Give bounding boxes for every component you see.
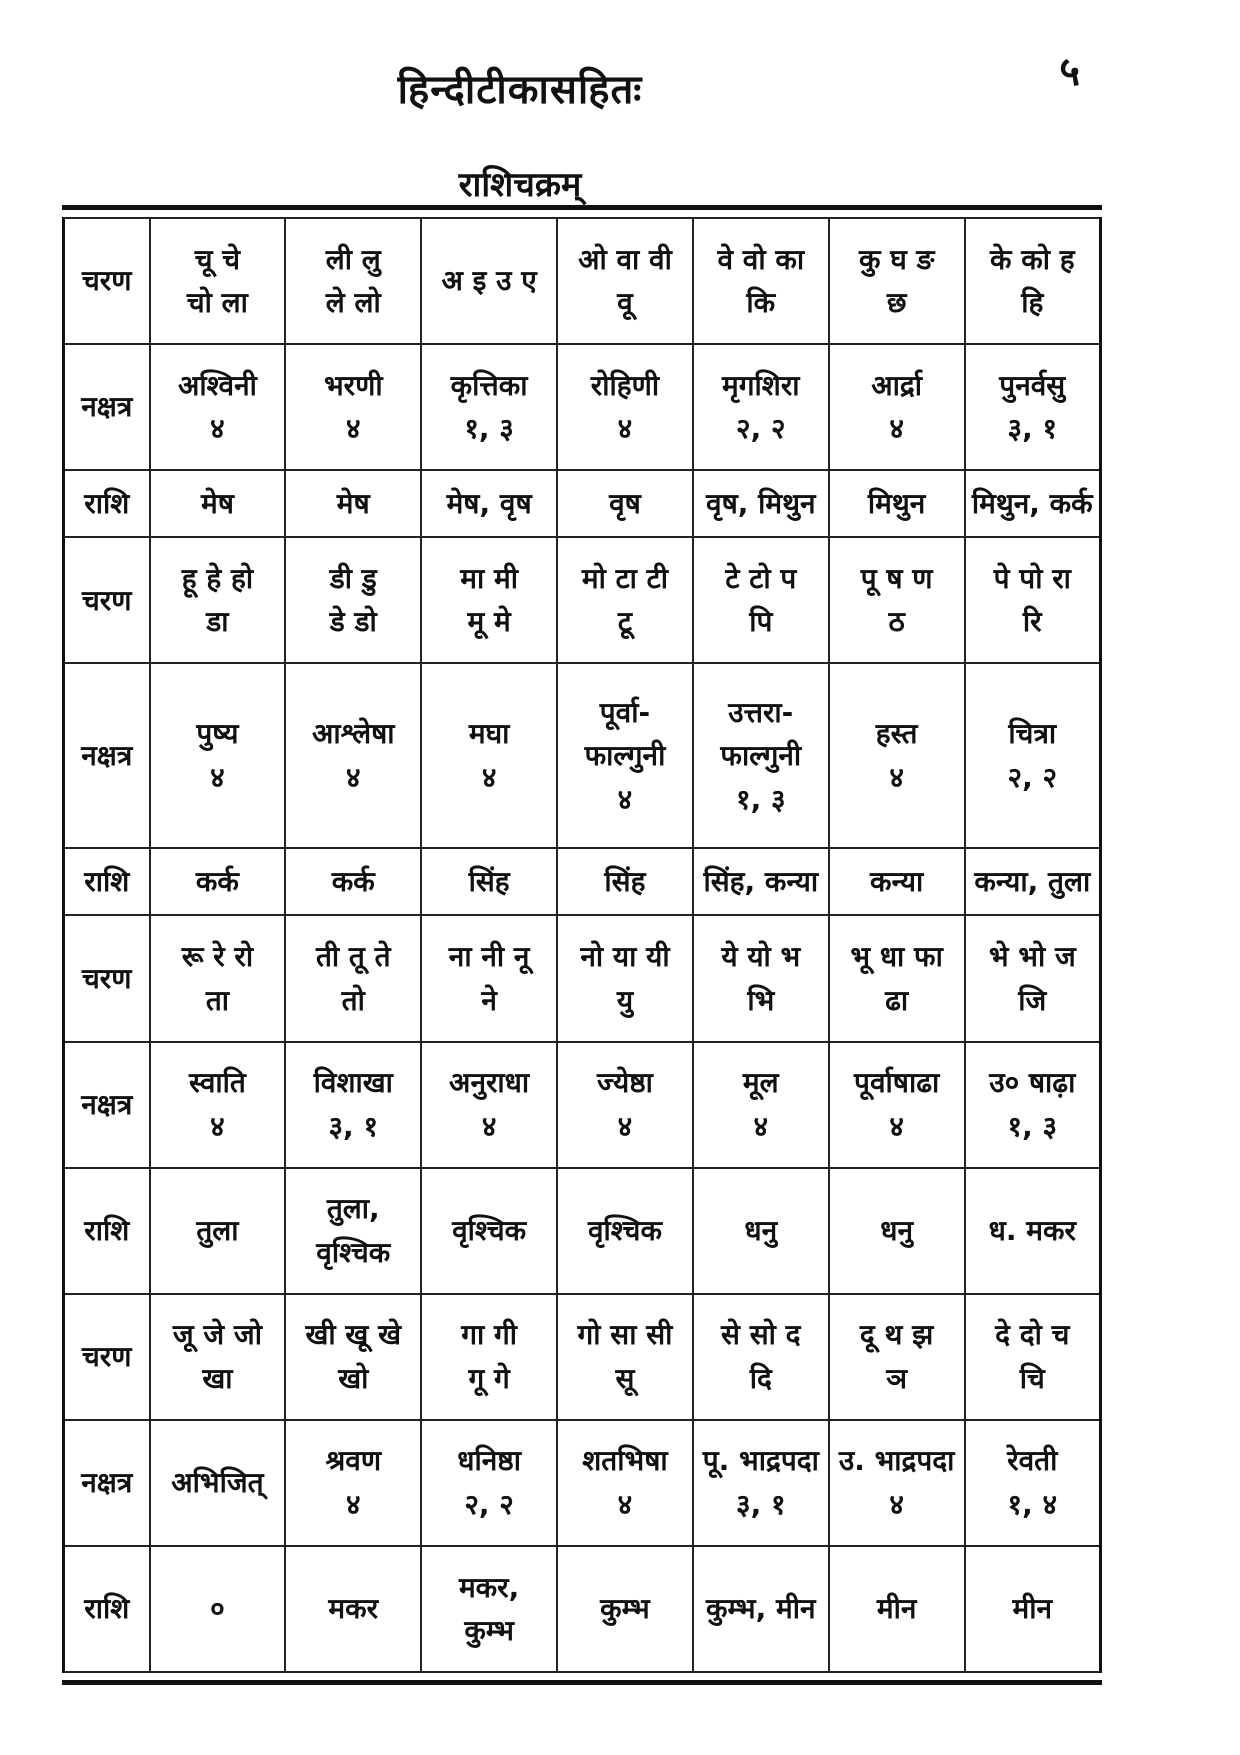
cell-text: गा गी: [461, 1318, 517, 1352]
table-cell: [150, 470, 286, 537]
cell-text: सू: [615, 1361, 635, 1395]
cell-text: खा: [202, 1361, 233, 1395]
cell-text: ४: [753, 1109, 769, 1143]
cell-text: ०: [210, 1592, 225, 1626]
cell-text: भरणी: [323, 368, 383, 402]
cell-text: ज्येष्ठा: [596, 1066, 653, 1100]
cell-text: डे डो: [329, 605, 377, 639]
cell-text: कुम्भ: [464, 1613, 514, 1647]
table-cell: [557, 218, 693, 344]
cell-text: हि: [1021, 286, 1044, 320]
cell-text: कृत्तिका: [450, 368, 528, 402]
cell-text: ओ वा वी: [578, 242, 672, 276]
table-cell: [557, 1420, 693, 1546]
cell-text: ३, १: [736, 1487, 786, 1521]
table-row: [64, 1042, 1101, 1168]
cell-text: ४: [345, 412, 361, 446]
table-cell: [285, 1546, 421, 1672]
table-row: [64, 470, 1101, 537]
cell-text: ४: [345, 760, 361, 794]
table-cell: [150, 1546, 286, 1672]
cell-text: डी डु: [329, 561, 377, 595]
cell-text: पुष्य: [196, 717, 239, 751]
cell-text: कि: [746, 286, 776, 320]
cell-text: मीन: [876, 1592, 917, 1626]
cell-text: चू चे: [194, 242, 241, 276]
cell-text: धनु: [744, 1213, 778, 1247]
cell-text: टे टो प: [725, 561, 797, 595]
cell-text: मेष: [336, 487, 370, 521]
rashi-chakra-table: [62, 217, 1102, 1673]
cell-text: खो: [338, 1361, 369, 1395]
cell-text: कु घ ङ: [858, 242, 935, 276]
cell-text: ४: [617, 1109, 633, 1143]
row-label: नक्षत्र: [64, 663, 150, 848]
table-cell: [829, 915, 965, 1041]
table-cell: [557, 1168, 693, 1294]
cell-text: सिंह: [468, 865, 510, 899]
cell-text: ये यो भ: [721, 940, 801, 974]
cell-text: वृश्चिक: [452, 1213, 527, 1247]
cell-text: ४: [481, 760, 497, 794]
cell-text: धनु: [880, 1213, 914, 1247]
table-cell: [829, 1294, 965, 1420]
cell-text: मेष: [200, 487, 234, 521]
cell-text: छ: [886, 286, 907, 320]
row-label: चरण: [64, 218, 150, 344]
cell-text: अश्विनी: [177, 368, 257, 402]
cell-text: अनुराधा: [449, 1066, 530, 1100]
cell-text: रि: [1022, 605, 1042, 639]
cell-text: ४: [210, 1109, 225, 1143]
table-cell: [693, 537, 829, 663]
table-cell: [829, 663, 965, 848]
table-cell: [150, 218, 286, 344]
cell-text: ४: [210, 412, 225, 446]
cell-text: श्रवण: [325, 1444, 382, 1478]
table-cell: [965, 1042, 1101, 1168]
cell-text: स्वाति: [188, 1066, 246, 1100]
cell-text: ध. मकर: [988, 1213, 1076, 1247]
cell-text: भि: [747, 983, 775, 1017]
table-cell: [285, 344, 421, 470]
row-label: चरण: [64, 537, 150, 663]
cell-text: डा: [206, 605, 229, 639]
cell-text: धनिष्ठा: [457, 1444, 521, 1478]
cell-text: ४: [889, 760, 904, 794]
table-cell: [285, 218, 421, 344]
cell-text: ३, १: [1007, 412, 1058, 446]
cell-text: १, ३: [1007, 1109, 1058, 1143]
table-cell: [829, 218, 965, 344]
cell-text: रोहिणी: [590, 368, 660, 402]
table-cell: [421, 848, 557, 915]
cell-text: तो: [341, 983, 365, 1017]
cell-text: दे दो च: [995, 1318, 1070, 1352]
row-label: नक्षत्र: [64, 344, 150, 470]
table-cell: [693, 1168, 829, 1294]
cell-text: विशाखा: [313, 1066, 393, 1100]
cell-text: आश्लेषा: [311, 717, 395, 751]
row-label: राशि: [64, 1546, 150, 1672]
table-row: [64, 1294, 1101, 1420]
table-body: [64, 218, 1101, 1672]
cell-text: हू हे हो: [181, 561, 254, 595]
table-cell: [693, 218, 829, 344]
table-cell: [965, 218, 1101, 344]
table-cell: [693, 663, 829, 848]
table-cell: [829, 1546, 965, 1672]
cell-text: हस्त: [875, 717, 918, 751]
table-cell: [150, 915, 286, 1041]
table-cell: [285, 1420, 421, 1546]
cell-text: मकर,: [458, 1570, 520, 1604]
cell-text: वृश्चिक: [587, 1213, 662, 1247]
cell-text: १, ४: [1007, 1487, 1058, 1521]
table-cell: [421, 1168, 557, 1294]
table-cell: [421, 663, 557, 848]
table-cell: [965, 1546, 1101, 1672]
rashi-chakra-table-frame: [62, 205, 1102, 1685]
cell-text: पे पो रा: [993, 561, 1071, 595]
row-label: नक्षत्र: [64, 1042, 150, 1168]
cell-text: मा मी: [460, 561, 518, 595]
cell-text: वृष, मिथुन: [706, 487, 816, 521]
table-cell: [965, 537, 1101, 663]
cell-text: कुम्भ, मीन: [706, 1592, 816, 1626]
table-cell: [285, 537, 421, 663]
table-row: [64, 1546, 1101, 1672]
cell-text: से सो द: [721, 1318, 801, 1352]
cell-text: ठ: [888, 605, 905, 639]
cell-text: चित्रा: [1008, 717, 1057, 751]
table-cell: [965, 1168, 1101, 1294]
cell-text: चो ला: [186, 286, 248, 320]
cell-text: जि: [1018, 983, 1047, 1017]
cell-text: ती तू ते: [315, 940, 391, 974]
cell-text: चि: [1019, 1361, 1045, 1395]
page-number: ५: [1059, 49, 1080, 95]
table-cell: [421, 537, 557, 663]
table-cell: [557, 848, 693, 915]
cell-text: गो सा सी: [577, 1318, 673, 1352]
table-cell: [829, 1168, 965, 1294]
table-cell: [421, 344, 557, 470]
cell-text: टू: [617, 605, 633, 639]
table-cell: [693, 915, 829, 1041]
cell-text: ढा: [885, 983, 909, 1017]
cell-text: रेवती: [1007, 1444, 1058, 1478]
row-label: राशि: [64, 470, 150, 537]
cell-text: ४: [210, 760, 225, 794]
cell-text: खी खू खे: [305, 1318, 401, 1352]
cell-text: २, २: [464, 1487, 514, 1521]
cell-text: पूर्वा-: [599, 695, 651, 729]
cell-text: आर्द्रा: [871, 368, 923, 402]
table-cell: [285, 470, 421, 537]
table-row: [64, 1168, 1101, 1294]
table-cell: [693, 1294, 829, 1420]
cell-text: ४: [617, 1487, 633, 1521]
cell-text: पू ष ण: [860, 561, 933, 595]
cell-text: मू मे: [467, 605, 511, 639]
cell-text: कन्या, तुला: [974, 865, 1091, 899]
cell-text: कर्क: [331, 865, 375, 899]
cell-text: २, २: [1007, 760, 1058, 794]
cell-text: ने: [481, 983, 497, 1017]
table-cell: [557, 1294, 693, 1420]
cell-text: शतभिषा: [582, 1444, 668, 1478]
table-cell: [421, 1546, 557, 1672]
table-title: राशिचक्रम्: [458, 165, 582, 205]
cell-text: मो टा टी: [581, 561, 669, 595]
cell-text: रू रे रो: [181, 940, 254, 974]
table-cell: [285, 915, 421, 1041]
table-cell: [421, 1042, 557, 1168]
cell-text: ता: [205, 983, 230, 1017]
row-label: चरण: [64, 1294, 150, 1420]
table-cell: [829, 1042, 965, 1168]
cell-text: दू थ झ: [859, 1318, 934, 1352]
cell-text: कन्या: [870, 865, 924, 899]
table-cell: [965, 344, 1101, 470]
cell-text: भू धा फा: [850, 940, 943, 974]
row-label: राशि: [64, 1168, 150, 1294]
cell-text: के को ह: [989, 242, 1075, 276]
cell-text: अ इ उ ए: [441, 264, 537, 298]
cell-text: पू. भाद्रपदा: [702, 1444, 819, 1478]
cell-text: १, ३: [464, 412, 514, 446]
table-cell: [421, 1420, 557, 1546]
cell-text: कर्क: [195, 865, 239, 899]
table-row: [64, 1420, 1101, 1546]
page-header-title: हिन्दीटीकासहितः: [397, 67, 643, 113]
table-cell: [150, 1042, 286, 1168]
cell-text: जू जे जो: [172, 1318, 262, 1352]
cell-text: ३, १: [328, 1109, 379, 1143]
table-cell: [421, 1294, 557, 1420]
table-cell: [829, 537, 965, 663]
table-row: [64, 848, 1101, 915]
cell-text: पूर्वाषाढा: [854, 1066, 940, 1100]
cell-text: मृगशिरा: [722, 368, 800, 402]
cell-text: ४: [889, 1109, 904, 1143]
table-cell: [421, 218, 557, 344]
cell-text: फाल्गुनी: [720, 739, 802, 773]
table-cell: [829, 1420, 965, 1546]
table-cell: [693, 1042, 829, 1168]
cell-text: पुनर्वसु: [999, 368, 1066, 402]
cell-text: ४: [889, 412, 904, 446]
table-cell: [150, 1168, 286, 1294]
table-cell: [829, 344, 965, 470]
table-cell: [693, 1420, 829, 1546]
cell-text: वू: [617, 286, 633, 320]
table-cell: [693, 470, 829, 537]
cell-text: ४: [345, 1487, 361, 1521]
table-cell: [829, 470, 965, 537]
table-cell: [150, 663, 286, 848]
table-cell: [557, 470, 693, 537]
cell-text: मकर: [328, 1592, 379, 1626]
table-cell: [693, 344, 829, 470]
cell-text: सिंह: [604, 865, 646, 899]
cell-text: ञ: [886, 1361, 908, 1395]
table-cell: [693, 848, 829, 915]
table-cell: [965, 1294, 1101, 1420]
table-row: [64, 537, 1101, 663]
table-cell: [829, 848, 965, 915]
table-cell: [285, 1042, 421, 1168]
table-cell: [150, 1420, 286, 1546]
cell-text: अभिजित्: [171, 1466, 264, 1500]
cell-text: सिंह, कन्या: [703, 865, 819, 899]
cell-text: यु: [616, 983, 634, 1017]
cell-text: १, ३: [736, 782, 786, 816]
table-cell: [150, 344, 286, 470]
table-cell: [965, 470, 1101, 537]
table-row: [64, 663, 1101, 848]
row-label: चरण: [64, 915, 150, 1041]
table-cell: [285, 1168, 421, 1294]
cell-text: मघा: [468, 717, 510, 751]
cell-text: उत्तरा-: [728, 695, 794, 729]
table-cell: [285, 663, 421, 848]
cell-text: तुला: [196, 1213, 239, 1247]
cell-text: उ. भाद्रपदा: [838, 1444, 955, 1478]
table-row: [64, 915, 1101, 1041]
cell-text: ली लु: [325, 242, 381, 276]
cell-text: मिथुन: [867, 487, 926, 521]
table-cell: [150, 537, 286, 663]
cell-text: २, २: [736, 412, 786, 446]
cell-text: वृश्चिक: [316, 1235, 391, 1269]
cell-text: फाल्गुनी: [584, 739, 666, 773]
cell-text: मीन: [1012, 1592, 1053, 1626]
cell-text: नो या यी: [580, 940, 670, 974]
row-label: नक्षत्र: [64, 1420, 150, 1546]
row-label: राशि: [64, 848, 150, 915]
cell-text: उ० षाढ़ा: [989, 1066, 1076, 1100]
cell-text: मूल: [742, 1066, 779, 1100]
cell-text: भे भो ज: [988, 940, 1076, 974]
cell-text: ४: [889, 1487, 904, 1521]
table-cell: [557, 1042, 693, 1168]
table-cell: [557, 915, 693, 1041]
table-row: [64, 218, 1101, 344]
table-cell: [150, 1294, 286, 1420]
table-cell: [557, 344, 693, 470]
cell-text: पि: [749, 605, 773, 639]
cell-text: ले लो: [325, 286, 381, 320]
table-row: [64, 344, 1101, 470]
table-cell: [285, 848, 421, 915]
cell-text: ४: [617, 782, 633, 816]
table-cell: [150, 848, 286, 915]
table-cell: [965, 1420, 1101, 1546]
cell-text: दि: [749, 1361, 772, 1395]
table-cell: [557, 663, 693, 848]
cell-text: तुला,: [326, 1192, 380, 1226]
table-cell: [557, 1546, 693, 1672]
table-cell: [421, 470, 557, 537]
table-cell: [693, 1546, 829, 1672]
cell-text: मिथुन, कर्क: [971, 487, 1093, 521]
cell-text: ना नी नू: [448, 940, 530, 974]
table-cell: [965, 915, 1101, 1041]
cell-text: वे वो का: [717, 242, 805, 276]
table-cell: [285, 1294, 421, 1420]
cell-text: वृष: [609, 487, 641, 521]
table-cell: [557, 537, 693, 663]
cell-text: ४: [481, 1109, 497, 1143]
cell-text: गू गे: [468, 1361, 510, 1395]
table-cell: [421, 915, 557, 1041]
cell-text: कुम्भ: [600, 1592, 650, 1626]
cell-text: ४: [617, 412, 633, 446]
table-cell: [965, 663, 1101, 848]
table-cell: [965, 848, 1101, 915]
cell-text: मेष, वृष: [446, 487, 532, 521]
